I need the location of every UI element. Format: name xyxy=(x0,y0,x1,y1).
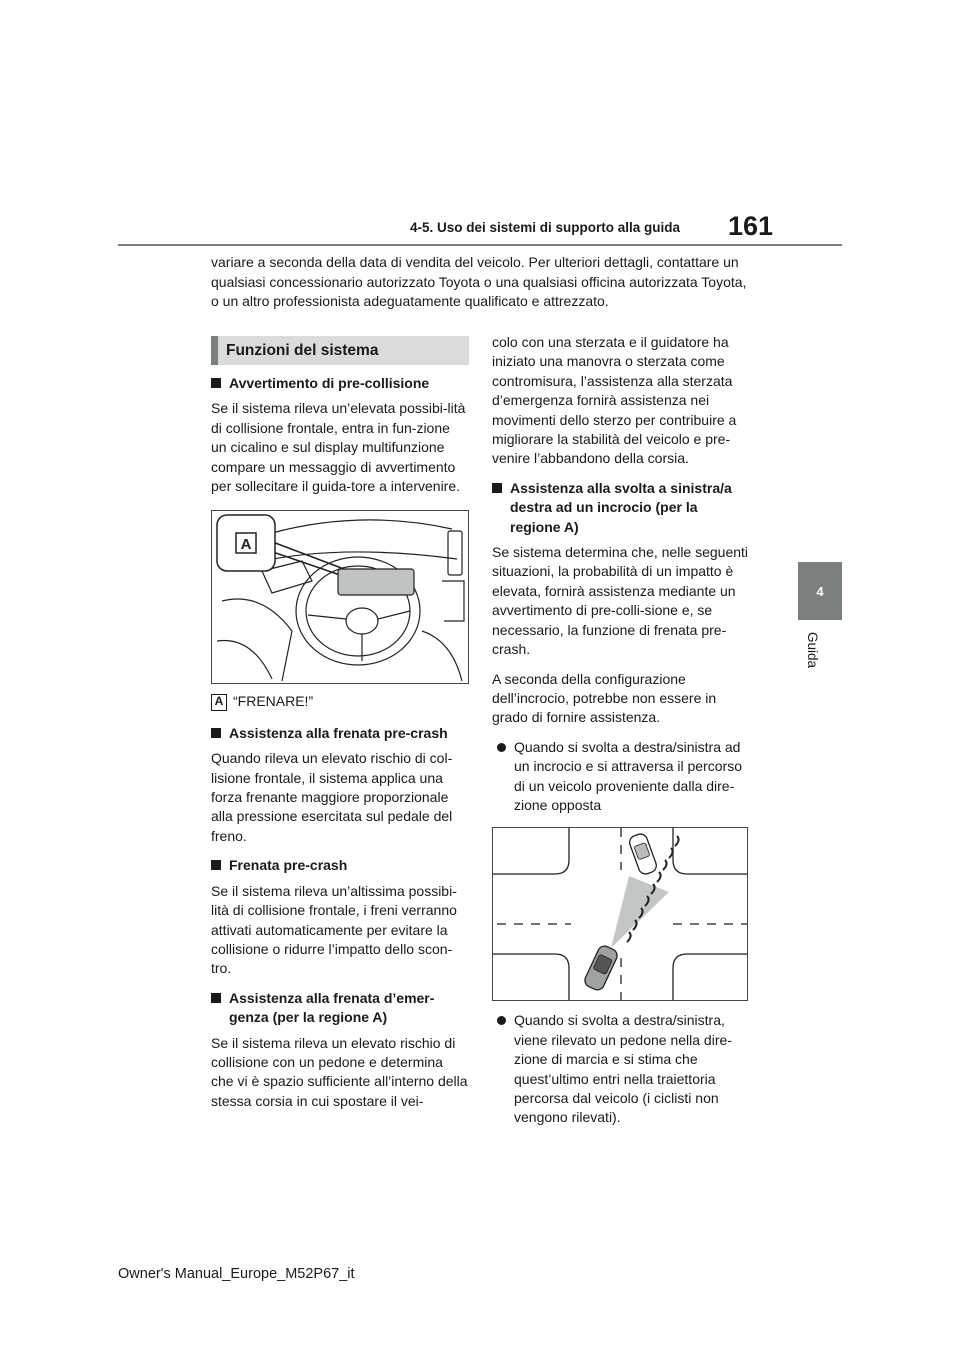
item-text: Se sistema determina che, nelle seguenti situazioni, la probabilità di un impatto è elevata, fornirà assistenza mediante un avvertimento di pre-colli-sione e, se necessario, la funzione di frenata pre-crash. xyxy=(492,544,749,658)
caption-text: “FRENARE!” xyxy=(233,693,314,710)
item-title: Frenata pre-crash xyxy=(211,856,469,875)
figure-caption xyxy=(211,692,469,711)
item-text: Quando rileva un elevato rischio di col-lisione frontale, il sistema applica una forza frenante maggiore proporzionale alla pressione esercitata sul pedale del freno. xyxy=(211,750,453,844)
item-text: Se il sistema rileva un elevato rischio di collisione con un pedone e determina che vi è spazio sufficiente all’interno della stessa corsia in cui spostare il vei- xyxy=(211,1034,468,1109)
dashboard-illustration xyxy=(211,510,469,684)
continued-text: colo con una sterzata e il guidatore ha iniziato una manovra o sterzata come contromisura, l’assistenza alla sterzata d’emergenza fornirà assistenza nei movimenti dello sterzo per contribuire a migliorare la stabilità del veicolo e pre-venire l’abbandono della corsia. xyxy=(492,334,737,467)
item-text: Se il sistema rileva un’altissima possibi-lità di collisione frontale, i freni verranno attivati automaticamente per evitare la collisione o ridurre l’impatto dello scon-tro. xyxy=(211,882,457,977)
page-number: 161 xyxy=(728,211,774,241)
intersection-drawing xyxy=(493,828,747,1000)
chapter-tab: 4 xyxy=(798,562,842,620)
item-title: Assistenza alla frenata pre-crash xyxy=(211,724,469,743)
intro-paragraph: variare a seconda della data di vendita del veicolo. Per ulteriori dettagli, contattare un qualsiasi concessionario autorizzato Toyota o una qualsiasi officina autorizzata Toyota, o un altro professionista adeguatamente qualificato e attrezzato. xyxy=(211,254,747,309)
square-bullet-icon xyxy=(211,993,221,1003)
square-bullet-icon xyxy=(492,483,502,493)
item-title: Assistenza alla frenata d’emer-genza (per la regione A) xyxy=(211,989,469,1028)
figure-label: A xyxy=(240,536,252,554)
chapter-tab-label: Guida xyxy=(805,632,820,669)
item-title: Assistenza alla svolta a sinistra/a destra ad un incrocio (per la regione A) xyxy=(492,479,750,537)
square-bullet-icon xyxy=(211,378,221,388)
intersection-illustration xyxy=(492,827,748,1001)
left-column xyxy=(211,336,469,1121)
square-bullet-icon xyxy=(211,860,221,870)
square-bullet-icon xyxy=(211,728,221,738)
section-title: Funzioni del sistema xyxy=(211,336,469,365)
header-rule xyxy=(118,244,842,246)
caption-letter: A xyxy=(211,694,227,711)
bullet-item: Quando si svolta a destra/sinistra, viene rilevato un pedone nella dire-zione di marcia e si stima che quest’ultimo entri nella traiettoria percorsa dal veicolo (i ciclisti non vengono rilevati). xyxy=(492,1011,750,1127)
item-text: Se il sistema rileva un’elevata possibi-lità di collisione frontale, entra in fun-zione un cicalino e sul display multifunzione compare un messaggio di avvertimento per sollecitare il guida-tore a intervenire. xyxy=(211,400,466,495)
item-text: A seconda della configurazione dell’incrocio, potrebbe non essere in grado di fornire assistenza. xyxy=(492,670,717,726)
section-header: 4-5. Uso dei sistemi di supporto alla guida xyxy=(410,220,681,235)
footer: Owner's Manual_Europe_M52P67_it xyxy=(118,1266,355,1282)
round-bullet-icon xyxy=(497,743,506,752)
right-column xyxy=(492,333,750,1138)
item-title: Avvertimento di pre-collisione xyxy=(211,374,469,393)
round-bullet-icon xyxy=(497,1016,506,1025)
bullet-item: Quando si svolta a destra/sinistra ad un incrocio e si attraversa il percorso di un veicolo proveniente dalla dire-zione opposta xyxy=(492,738,750,816)
dashboard-drawing xyxy=(212,511,468,683)
